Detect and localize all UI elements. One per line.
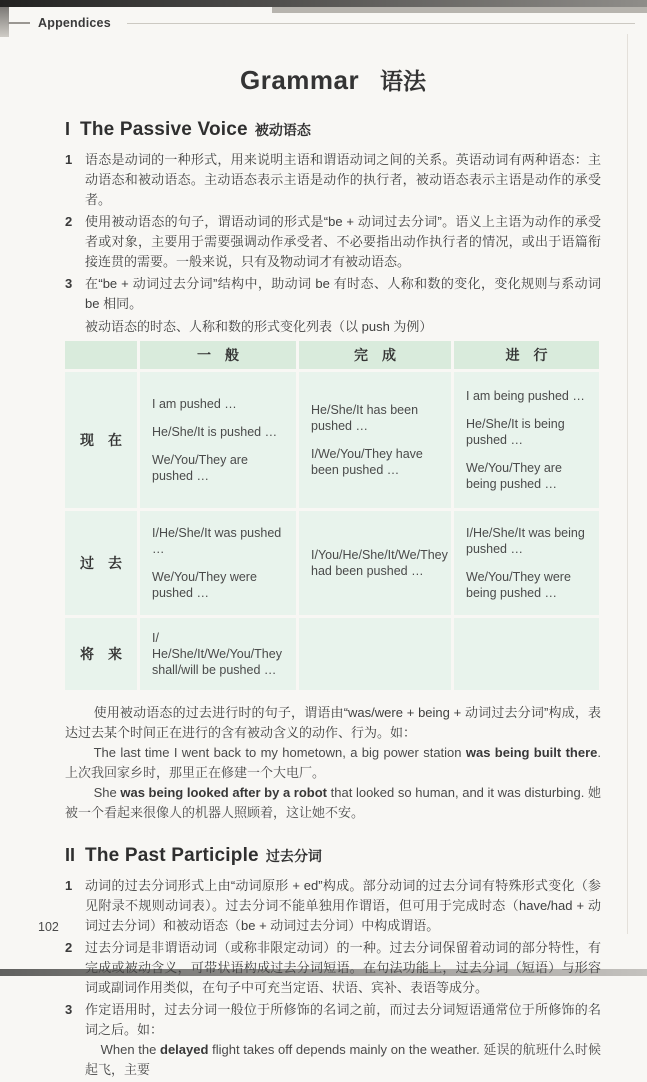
item-text: 语态是动词的一种形式，用来说明主语和谓语动词之间的关系。英语动词有两种语态：主动语态和被动语态。主动语态表示主语是动作的执行者，被动语态表示主语是动作的承受者。: [85, 152, 601, 207]
table-cell-entry: He/She/It is being pushed …: [466, 417, 565, 447]
section-title-zh: 被动语态: [254, 122, 311, 138]
table-cell-entry: We/You/They are pushed …: [152, 453, 248, 483]
table-cell-entry: We/You/They were being pushed …: [466, 570, 571, 600]
table-cell-entry: We/You/They are being pushed …: [466, 461, 562, 491]
item-number: 2: [65, 214, 73, 229]
example-post: that looked so human, and it was disturbing. 她被一个看起来很像人的机器人照顾着，这让她不安。: [65, 785, 601, 820]
table-cell: [454, 618, 599, 690]
example-bold: was being looked after by a robot: [120, 785, 328, 800]
item-number: 1: [65, 152, 73, 167]
table-cell: [454, 372, 599, 508]
table-cell-entry: He/She/It has been pushed …: [311, 403, 419, 433]
running-head-right-rule: [127, 23, 635, 24]
row-label-future: 将 来: [65, 618, 137, 690]
example-bold: was being built there: [465, 745, 598, 760]
table-cell-entry: I/You/He/She/It/We/They had been pushed …: [311, 548, 448, 578]
item-text: 使用被动语态的句子，谓语动词的形式是“be + 动词过去分词”。语义上主语为动作的承受者或对象，主要用于需要强调动作承受者、不必要指出动作执行者的情况，或出于语篇衔接连贯的需要。一般来说，只有及物动词才有被动语态。: [85, 214, 601, 269]
table-caption: 被动语态的时态、人称和数的形式变化列表（以 push 为例）: [85, 319, 433, 334]
item-number: 3: [65, 1002, 73, 1017]
example-pre: She: [93, 785, 121, 800]
example-bold: delayed: [160, 1042, 209, 1057]
section-title-zh: 过去分词: [265, 848, 322, 864]
page-number: 102: [38, 920, 59, 934]
item-text-with-example: [85, 1000, 601, 1080]
table-cell: [299, 372, 451, 508]
example-post: flight takes off depends mainly on the weather. 延误的航班什么时候起飞，主要: [85, 1042, 601, 1077]
list-item: [65, 938, 601, 998]
section-title-en: The Past Participle: [85, 845, 259, 866]
page-title: [65, 60, 601, 97]
passive-voice-table: [65, 341, 601, 690]
item-number: 1: [65, 878, 73, 893]
example-sentence: [65, 783, 601, 823]
list-item: [65, 212, 601, 272]
table-cell-entry: I/He/She/It was being pushed …: [466, 526, 585, 556]
table-cell-entry: We/You/They were pushed …: [152, 570, 257, 600]
table-cell-entry: I/ He/She/It/We/You/They shall/will be pushed …: [152, 631, 282, 677]
list-item: [65, 150, 601, 210]
table-cell-entry: I am being pushed …: [466, 389, 585, 403]
table-cell: [454, 511, 599, 615]
passage-intro: 使用被动语态的过去进行时的句子，谓语由“was/were + being + 动词过去分词”构成，表达过去某个时间正在进行的含有被动含义的动作、行为。如：: [65, 705, 601, 740]
item-text: 作定语用时，过去分词一般位于所修饰的名词之前，而过去分词短语通常位于所修饰的名词之后。如：: [85, 1002, 601, 1037]
table-cell-entry: I/He/She/It was pushed …: [152, 526, 282, 556]
table-cell: [140, 618, 296, 690]
table-cell-entry: He/She/It is pushed …: [152, 425, 278, 439]
item-text: 过去分词是非谓语动词（或称非限定动词）的一种。过去分词保留着动词的部分特性，有完成或被动含义，可带状语构成过去分词短语。在句法功能上，过去分词（短语）与形容词或副词作用类似，在句子中可充当定语、状语、宾补、表语等成分。: [85, 940, 601, 995]
section-heading-passive-voice: [65, 119, 601, 141]
row-label-present: 现 在: [65, 372, 137, 508]
example-sentence: [65, 743, 601, 783]
table-cell: [140, 372, 296, 508]
example-post: . 上次我回家乡时，那里正在修建一个大电厂。: [65, 745, 601, 780]
page-title-zh: 语法: [380, 68, 426, 94]
item-number: 2: [65, 940, 73, 955]
page-title-en: Grammar: [239, 65, 360, 95]
scan-top-edge: [0, 0, 647, 7]
table-header-perfect: 完 成: [299, 341, 451, 369]
table-header-progressive: 进 行: [454, 341, 599, 369]
scan-top-edge-shadow: [272, 7, 647, 13]
table-cell: [140, 511, 296, 615]
item-text: 动词的过去分词形式上由“动词原形 + ed”构成。部分动词的过去分词有特殊形式变化（参见附录不规则动词表）。过去分词不能单独用作谓语，但可用于完成时态（have/had + 动词过去分词）和被动语态（be + 动词过去分词）中构成谓语。: [85, 878, 601, 933]
row-label-past: 过 去: [65, 511, 137, 615]
page-crease-line: [627, 34, 628, 934]
example-sentence: [85, 1040, 601, 1080]
item-number: 3: [65, 276, 73, 291]
list-item: [65, 876, 601, 936]
table-cell: [299, 618, 451, 690]
section-numeral: I: [65, 119, 71, 139]
running-head-title: Appendices: [38, 16, 111, 30]
section1-items: [65, 150, 601, 314]
example-pre: The last time I went back to my hometown, a big power station: [93, 745, 466, 760]
list-item: [65, 274, 601, 314]
section-heading-past-participle: [65, 845, 601, 867]
running-head: [8, 16, 635, 30]
table-cell-entry: I/We/You/They have been pushed …: [311, 447, 423, 477]
list-item: [65, 1000, 601, 1080]
section2-items: [65, 876, 601, 1080]
section-title-en: The Passive Voice: [80, 119, 248, 140]
section-numeral: II: [65, 845, 76, 865]
running-head-left-rule: [8, 22, 30, 24]
example-pre: When the: [100, 1042, 160, 1057]
table-header-corner: [65, 341, 137, 369]
table-cell: [299, 511, 451, 615]
item-text: 在“be + 动词过去分词”结构中，助动词 be 有时态、人称和数的变化，变化规则与系动词 be 相同。: [85, 276, 601, 311]
page-content: [65, 52, 601, 1082]
table-cell-entry: I am pushed …: [152, 397, 237, 411]
table-header-simple: 一 般: [140, 341, 296, 369]
